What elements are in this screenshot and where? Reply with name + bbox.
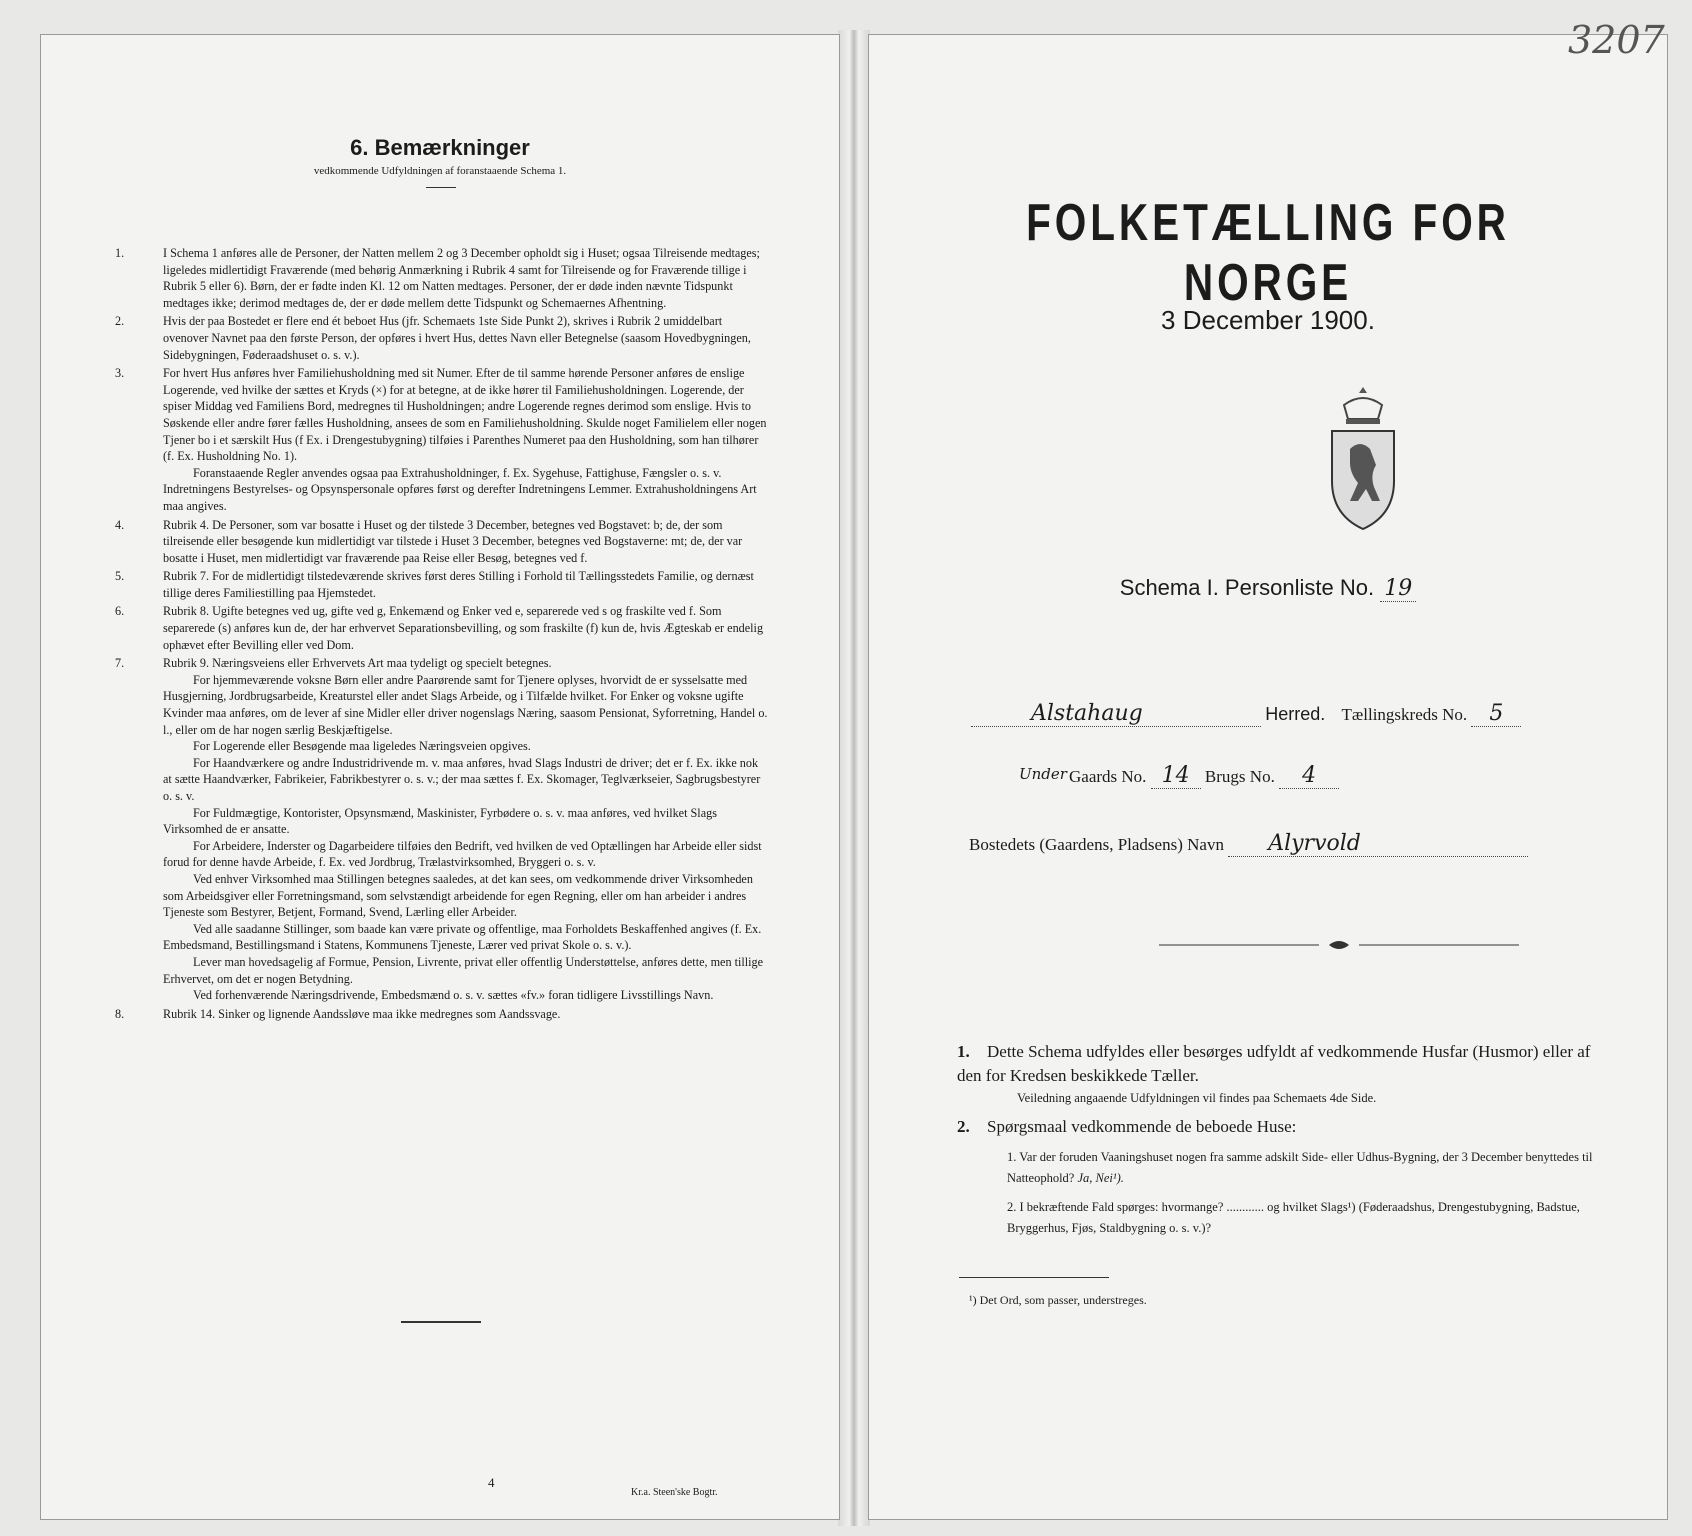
instruction-subparagraph: Lever man hovedsagelig af Formue, Pension, Livrente, privat eller offentlig Understøttelse, anføres dette, men tillige Erhvervet, om det er nogen Betydning. — [163, 954, 764, 986]
instruction-subparagraph: For Haandværkere og andre Industridrivende m. v. maa anføres, hvad Slags Industri de driver; det er f. Ex. ikke nok at sætte Haandværker, Fabrikeier, Fabrikbestyrer o. s. v.; der maa sættes f. Ex. Skomager, Teglværkseier, Sagbrugsbestyrer o. s. v. — [163, 755, 761, 803]
herred-label: Herred. — [1265, 704, 1326, 724]
gaards-label: Gaards No. — [1069, 767, 1147, 786]
brugs-number: 4 — [1279, 763, 1339, 789]
schema-line — [869, 575, 1667, 602]
right-page — [868, 34, 1668, 1520]
folio-number: 3207 — [1568, 18, 1665, 62]
q2-2-text: 2. I bekræftende Fald spørges: hvormange? ............ og hvilket Slags¹) (Føderaadshus, Drengestubygning, Badstue, Bryggerhus, Fjøs, Staldbygning o. s. v.)? — [1007, 1200, 1580, 1235]
bosted-row — [969, 831, 1619, 857]
bosted-label: Bostedets (Gaardens, Pladsens) Navn — [969, 835, 1224, 854]
q1-number: 1. — [957, 1042, 970, 1061]
footnote-rule — [959, 1277, 1109, 1278]
instruction-number: 1. — [115, 246, 125, 260]
q2-text: Spørgsmaal vedkommende de beboede Huse: — [987, 1117, 1297, 1136]
instruction-text: For hvert Hus anføres hver Familiehusholdning med sit Numer. Efter de til samme hørende Personer anføres de enslige Logerende, ved hvilke der sættes et Kryds (×) for at betegne, at de ikke hører til Familiehusholdningen. Logerende, der spiser Middag ved Familiens Bord, medregnes til Husholdningen; andre Logerende regnes derimod som enslige. Hvis to Søskende eller andre fører fælles Husholdning, ansees de som en Familiehusholdning. Skulde noget Familielem eller nogen Tjener bo i et særskilt Hus (f Ex. i Drengestubygning) tilføies i Parenthes Numeret paa den Husholdning, som han tilhører (f. Ex. Husholdning No. 1). — [163, 366, 767, 464]
census-date: 3 December 1900. — [1161, 305, 1375, 335]
instruction-item — [115, 313, 769, 363]
title-rule — [426, 187, 456, 188]
left-page — [40, 34, 840, 1520]
ornament-divider — [1159, 935, 1519, 955]
instruction-text: Rubrik 7. For de midlertidigt tilstedeværende skrives først deres Stilling i Forhold til Tællingsstedets Familie, og dernæst tillige deres Familiestilling paa Hjemstedet. — [163, 569, 754, 600]
instructions-list — [115, 245, 769, 1024]
instruction-item — [115, 365, 769, 514]
schema-label: Schema I. Personliste No. — [1119, 575, 1375, 600]
q1-note: Veiledning angaaende Udfyldningen vil findes paa Schemaets 4de Side. — [1017, 1091, 1377, 1105]
instruction-subparagraph: For hjemmeværende voksne Børn eller andre Paarørende samt for Tjenere oplyses, hvorvidt de er sysselsatte med Husgjerning, Jordbrugsarbeide, Kreaturstel eller andet Slags Arbeide, og i Tilfælde hvilket. For Enker og voksne ugifte Kvinder maa anføres, om de lever af sine Midler eller driver nogenslags Næring, saasom Pensionat, Syforretning, Handel o. l., eller om de har nogen særlig Beskjæftigelse. — [163, 672, 768, 737]
bosted-value: Alyrvold — [1228, 831, 1528, 857]
q2-1-answer: Ja, Nei¹). — [1077, 1171, 1124, 1185]
instruction-subparagraph: For Fuldmægtige, Kontorister, Opsynsmænd, Maskinister, Fyrbødere o. s. v. maa anføres, ved hvilket Slags Virksomhed de er ansatte. — [163, 805, 717, 837]
printer-imprint: Kr.a. Steen'ske Bogtr. — [631, 1487, 718, 1498]
instruction-subparagraph: Ved enhver Virksomhed maa Stillingen betegnes saaledes, at det kan sees, om vedkommende driver Virksomheden som Arbeidsgiver eller Forretningsmand, som selvstændigt arbeidende for egen Regning, eller om han arbeider i andres Tjeneste som Bestyrer, Betjent, Formand, Svend, Lærling eller Arbeider. — [163, 871, 753, 920]
instruction-text: Rubrik 8. Ugifte betegnes ved ug, gifte ved g, Enkemænd og Enker ved e, separerede ved s og fraskilte ved f. Som separerede (s) anføres kun de, der har erhvervet Separationsbevilling, og som fraskilte (f) kun de, hvis Ægteskab er endelig ophævet efter Bevilling eller ved Dom. — [163, 604, 764, 652]
instruction-subparagraph: Ved forhenværende Næringsdrivende, Embedsmænd o. s. v. sættes «fv.» foran tidligere Livsstillings Navn. — [193, 988, 714, 1003]
under-note: Under — [1019, 765, 1067, 783]
instruction-subparagraph: For Arbeidere, Inderster og Dagarbeidere tilføies den Bedrift, ved hvilken de ved Optællingen har Arbeide eller sidst forud for denne havde Arbeide, f. Ex. ved Jordbrug, Trælastvirksomhed, Bryggeri o. s. v. — [163, 838, 762, 870]
instruction-number: 7. — [115, 656, 125, 671]
instruction-number: 5. — [115, 569, 125, 584]
q2-1 — [957, 1147, 1617, 1189]
coat-of-arms-icon — [1324, 383, 1402, 533]
herred-value: Alstahaug — [971, 701, 1261, 727]
instruction-item — [115, 1006, 769, 1023]
instruction-number: 3. — [115, 366, 125, 381]
instruction-subparagraph: For Logerende eller Besøgende maa ligeledes Næringsveien opgives. — [193, 739, 531, 754]
q2-1-text: 1. Var der foruden Vaaningshuset nogen fra samme adskilt Side- eller Udhus-Bygning, der 3 December benyttedes til Natteophold? — [1007, 1150, 1593, 1185]
instruction-text: I Schema 1 anføres alle de Personer, der Natten mellem 2 og 3 December opholdt sig i Huset; ogsaa Tilreisende medtages; ligeledes midlertidigt Fraværende (med behørig Anmærkning i Rubrik 4 samt for Tilreisende og for Fraværende tillige i Rubrik 5 eller 6). Børn, der er fødte inden Kl. 12 om Natten medtages. Personer, der er døde inden nævnte Tidspunkt medtages ikke; derimod medtages de, der er døde mellem dette Tidspunkt og Schemaernes Afhentning. — [163, 246, 760, 310]
q2-number: 2. — [957, 1117, 970, 1136]
census-title: FOLKETÆLLING FOR NORGE — [1026, 194, 1510, 312]
instruction-number: 6. — [115, 604, 125, 619]
questions-block — [957, 1040, 1617, 1239]
instruction-item — [115, 517, 769, 567]
instruction-subparagraph: Ved alle saadanne Stillinger, som baade kan være private og offentlige, maa Forholdets Beskaffenhed angives (f. Ex. Embedsmand, Bestillingsmand i Statens, Kommunens Tjeneste, Lærer ved privat Skole o. s. v.). — [163, 921, 762, 953]
instruction-item — [115, 245, 769, 311]
remarks-subtitle: vedkommende Udfyldningen af foranstaaende Schema 1. — [313, 165, 567, 177]
instruction-number: 8. — [115, 1006, 125, 1021]
gaards-number: 14 — [1151, 763, 1201, 789]
footnote: ¹) Det Ord, som passer, understreges. — [969, 1293, 1147, 1307]
instruction-text: Rubrik 9. Næringsveiens eller Erhvervets Art maa tydeligt og specielt betegnes. — [163, 656, 552, 671]
instruction-item — [115, 603, 769, 653]
end-rule — [401, 1321, 481, 1323]
gaards-row — [1019, 763, 1339, 789]
instruction-text: Rubrik 4. De Personer, som var bosatte i Huset og der tilstede 3 December, betegnes ved Bogstavet: b; de, der som tilreisende eller besøgende kun midlertidigt var tilstede i Huset 3 December, betegnes ved Bogstaverne: mt; de, der var bosatte i Huset, men midlertidigt var fraværende paa Reise eller Besøg, betegnes ved f. — [163, 517, 743, 565]
instruction-item — [115, 655, 769, 1003]
q1-text: Dette Schema udfyldes eller besørges udfyldt af vedkommende Husfar (Husmor) eller af den for Kredsen beskikkede Tæller. — [957, 1042, 1591, 1085]
herred-row — [971, 701, 1611, 727]
instruction-number: 4. — [115, 517, 125, 532]
instruction-text: Rubrik 14. Sinker og lignende Aandssløve maa ikke medregnes som Aandssvage. — [163, 1006, 561, 1021]
page-number: 4 — [488, 1475, 495, 1490]
remarks-title: 6. Bemærkninger — [350, 135, 530, 160]
instruction-number: 2. — [115, 314, 125, 329]
instruction-item — [115, 568, 769, 601]
instruction-subparagraph: Foranstaaende Regler anvendes ogsaa paa Extrahusholdninger, f. Ex. Sygehuse, Fattighuse, Fængsler o. s. v. Indretningens Bestyrelses- og Opsynspersonale opføres først og derefter Indretningens Lemmer. Extrahusholdningens Art maa angives. — [163, 465, 757, 513]
instruction-text: Hvis der paa Bostedet er flere end ét beboet Hus (jfr. Schemaets 1ste Side Punkt 2), skrives i Rubrik 2 umiddelbart ovenover Navnet paa den første Person, der opføres i hvert Hus, dettes Navn eller Betegnelse (saasom Hovedbygningen, Sidebygningen, Føderaadshuset o. s. v.). — [163, 314, 751, 362]
brugs-label: Brugs No. — [1204, 767, 1275, 786]
book-spine — [838, 30, 870, 1526]
kreds-number: 5 — [1471, 701, 1521, 727]
kreds-label: Tællingskreds No. — [1341, 705, 1468, 724]
personliste-number: 19 — [1380, 576, 1416, 602]
